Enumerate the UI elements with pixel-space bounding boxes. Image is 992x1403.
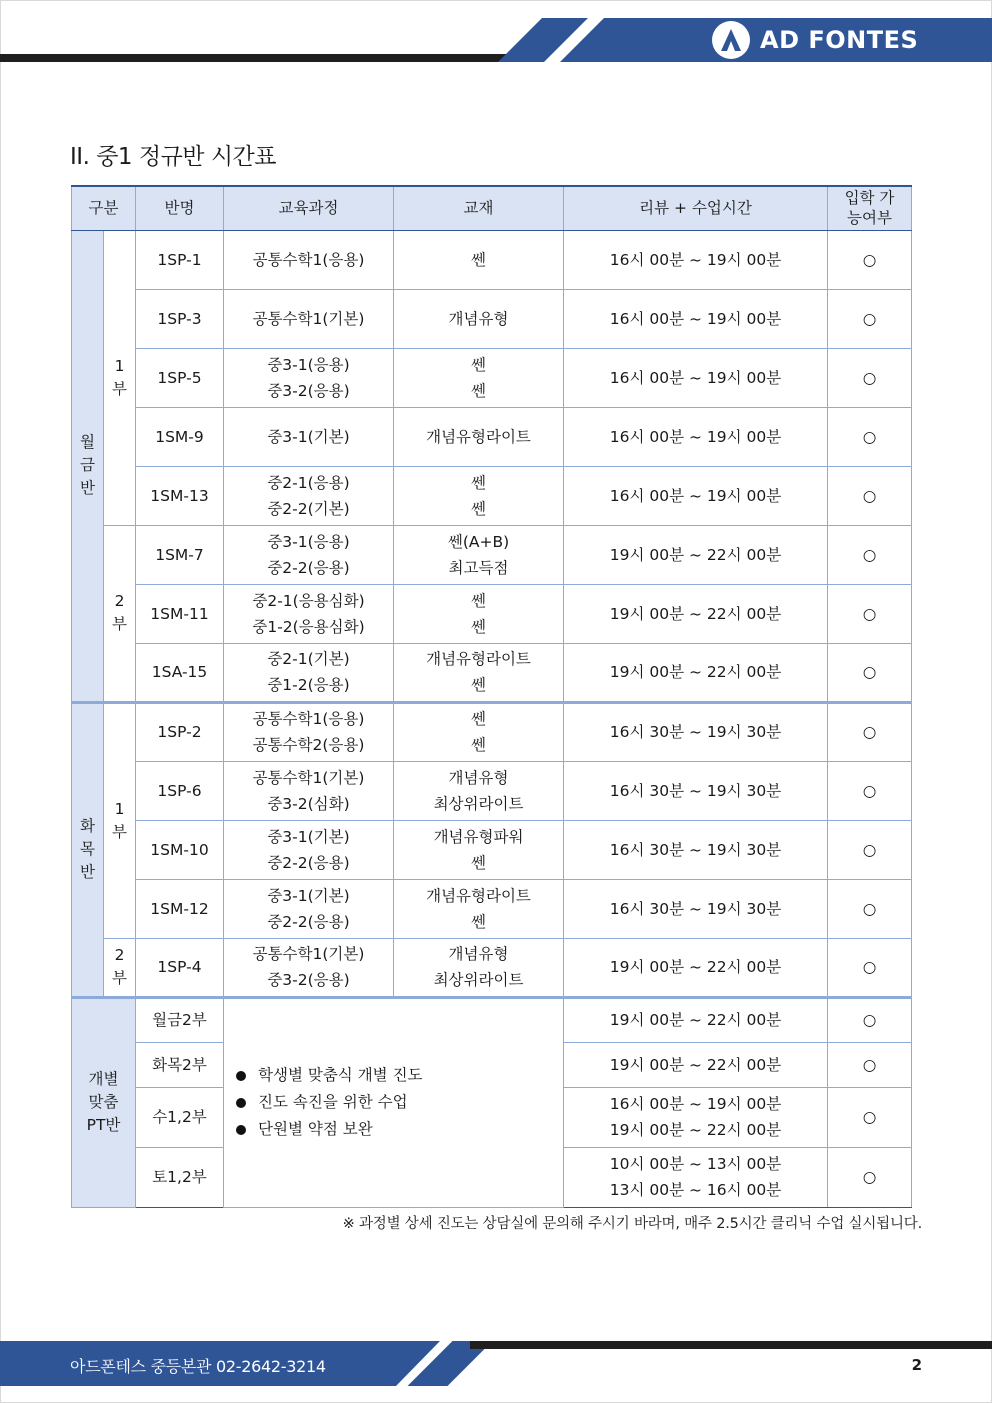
course-cell: 중3-1(기본) 중2-2(응용) (224, 879, 394, 938)
table-row (72, 466, 912, 525)
table-row (72, 879, 912, 938)
brand-logo (712, 21, 918, 59)
availability-cell: ○ (828, 997, 912, 1042)
table-row (72, 820, 912, 879)
time-cell: 19시 00분 ~ 22시 00분 (564, 525, 828, 584)
time-cell: 10시 00분 ~ 13시 00분 13시 00분 ~ 16시 00분 (564, 1147, 828, 1207)
bullet-item: 학생별 맞춤식 개별 진도 (236, 1062, 563, 1089)
class-name: 1SM-12 (136, 879, 224, 938)
table-row (72, 997, 912, 1042)
book-cell: 쎈 쎈 (394, 466, 564, 525)
part-label: 2부 (104, 938, 136, 997)
course-cell: 중3-1(기본) (224, 407, 394, 466)
time-cell: 16시 00분 ~ 19시 00분 (564, 348, 828, 407)
bullet-dot-icon (236, 1071, 246, 1081)
table-row (72, 643, 912, 702)
book-cell: 쎈 쎈 (394, 584, 564, 643)
class-name: 1SP-2 (136, 702, 224, 761)
book-cell: 개념유형 (394, 289, 564, 348)
book-cell: 개념유형라이트 쎈 (394, 879, 564, 938)
class-name: 1SP-3 (136, 289, 224, 348)
table-row (72, 289, 912, 348)
timetable (71, 185, 912, 1208)
class-name: 1SA-15 (136, 643, 224, 702)
book-cell: 개념유형 최상위라이트 (394, 938, 564, 997)
course-cell: 중2-1(기본) 중1-2(응용) (224, 643, 394, 702)
availability-cell: ○ (828, 525, 912, 584)
book-cell: 쎈(A+B) 최고득점 (394, 525, 564, 584)
table-row (72, 525, 912, 584)
table-header-row (72, 186, 912, 230)
page-number: 2 (911, 1356, 922, 1374)
class-name: 1SP-6 (136, 761, 224, 820)
time-cell: 16시 00분 ~ 19시 00분 19시 00분 ~ 22시 00분 (564, 1087, 828, 1147)
class-name: 1SM-13 (136, 466, 224, 525)
course-cell: 중3-1(응용) 중2-2(응용) (224, 525, 394, 584)
book-cell: 개념유형라이트 쎈 (394, 643, 564, 702)
table-row (72, 761, 912, 820)
time-cell: 19시 00분 ~ 22시 00분 (564, 1042, 828, 1087)
bullet-dot-icon (236, 1098, 246, 1108)
availability-cell: ○ (828, 702, 912, 761)
footer-contact: 아드폰테스 중등본관 02-2642-3214 (70, 1357, 326, 1376)
course-cell: 공통수학1(기본) (224, 289, 394, 348)
logo-mark-icon (712, 21, 750, 59)
class-name: 1SM-11 (136, 584, 224, 643)
course-cell: 중2-1(응용심화) 중1-2(응용심화) (224, 584, 394, 643)
course-cell: 중2-1(응용) 중2-2(기본) (224, 466, 394, 525)
bullet-item: 단원별 약점 보완 (236, 1116, 563, 1143)
header-category: 구분 (72, 186, 136, 230)
page-title: II. 중1 정규반 시간표 (70, 144, 276, 170)
time-cell: 16시 00분 ~ 19시 00분 (564, 230, 828, 289)
time-cell: 16시 30분 ~ 19시 30분 (564, 761, 828, 820)
logo-text: AD FONTES (760, 26, 919, 54)
time-cell: 16시 30분 ~ 19시 30분 (564, 702, 828, 761)
header-time: 리뷰 + 수업시간 (564, 186, 828, 230)
availability-cell: ○ (828, 879, 912, 938)
availability-cell: ○ (828, 938, 912, 997)
course-cell: 중3-1(기본) 중2-2(응용) (224, 820, 394, 879)
book-cell: 쎈 쎈 (394, 702, 564, 761)
class-name: 1SM-7 (136, 525, 224, 584)
course-cell: 공통수학1(응용) 공통수학2(응용) (224, 702, 394, 761)
header-class: 반명 (136, 186, 224, 230)
class-name: 화목2부 (136, 1042, 224, 1087)
class-name: 1SP-4 (136, 938, 224, 997)
course-cell: 공통수학1(응용) (224, 230, 394, 289)
class-name: 토1,2부 (136, 1147, 224, 1207)
table-row (72, 407, 912, 466)
availability-cell: ○ (828, 1087, 912, 1147)
course-cell: 중3-1(응용) 중3-2(응용) (224, 348, 394, 407)
part-label: 1부 (104, 230, 136, 525)
part-label: 2부 (104, 525, 136, 702)
header-availability: 입학 가능여부 (828, 186, 912, 230)
availability-cell: ○ (828, 466, 912, 525)
availability-cell: ○ (828, 761, 912, 820)
class-name: 수1,2부 (136, 1087, 224, 1147)
availability-cell: ○ (828, 289, 912, 348)
availability-cell: ○ (828, 348, 912, 407)
availability-cell: ○ (828, 820, 912, 879)
book-cell: 개념유형파워 쎈 (394, 820, 564, 879)
availability-cell: ○ (828, 230, 912, 289)
group-pt: 개별 맞춤 PT반 (72, 997, 136, 1207)
availability-cell: ○ (828, 584, 912, 643)
class-name: 1SP-5 (136, 348, 224, 407)
book-cell: 개념유형라이트 (394, 407, 564, 466)
availability-cell: ○ (828, 643, 912, 702)
time-cell: 16시 00분 ~ 19시 00분 (564, 289, 828, 348)
course-cell: 공통수학1(기본) 중3-2(응용) (224, 938, 394, 997)
part-label: 1부 (104, 702, 136, 938)
header-course: 교육과정 (224, 186, 394, 230)
class-name: 1SM-10 (136, 820, 224, 879)
table-row (72, 230, 912, 289)
time-cell: 19시 00분 ~ 22시 00분 (564, 643, 828, 702)
table-row (72, 702, 912, 761)
time-cell: 16시 30분 ~ 19시 30분 (564, 820, 828, 879)
bullet-dot-icon (236, 1125, 246, 1135)
availability-cell: ○ (828, 1147, 912, 1207)
group-hwamok: 화목반 (72, 702, 104, 997)
time-cell: 19시 00분 ~ 22시 00분 (564, 584, 828, 643)
table-row (72, 938, 912, 997)
book-cell: 쎈 쎈 (394, 348, 564, 407)
availability-cell: ○ (828, 1042, 912, 1087)
footnote: ※ 과정별 상세 진도는 상담실에 문의해 주시기 바라며, 매주 2.5시간 클리닉 수업 실시됩니다. (342, 1216, 922, 1232)
table-row (72, 348, 912, 407)
class-name: 1SP-1 (136, 230, 224, 289)
table-row (72, 584, 912, 643)
book-cell: 쎈 (394, 230, 564, 289)
time-cell: 19시 00분 ~ 22시 00분 (564, 997, 828, 1042)
header-book: 교재 (394, 186, 564, 230)
pt-description (224, 997, 564, 1207)
time-cell: 16시 00분 ~ 19시 00분 (564, 407, 828, 466)
book-cell: 개념유형 최상위라이트 (394, 761, 564, 820)
class-name: 1SM-9 (136, 407, 224, 466)
footer-dark-rule (470, 1341, 992, 1349)
time-cell: 16시 30분 ~ 19시 30분 (564, 879, 828, 938)
group-wolgeum: 월금반 (72, 230, 104, 702)
bullet-item: 진도 속진을 위한 수업 (236, 1089, 563, 1116)
time-cell: 19시 00분 ~ 22시 00분 (564, 938, 828, 997)
class-name: 월금2부 (136, 997, 224, 1042)
time-cell: 16시 00분 ~ 19시 00분 (564, 466, 828, 525)
availability-cell: ○ (828, 407, 912, 466)
course-cell: 공통수학1(기본) 중3-2(심화) (224, 761, 394, 820)
header-dark-rule (0, 54, 520, 62)
